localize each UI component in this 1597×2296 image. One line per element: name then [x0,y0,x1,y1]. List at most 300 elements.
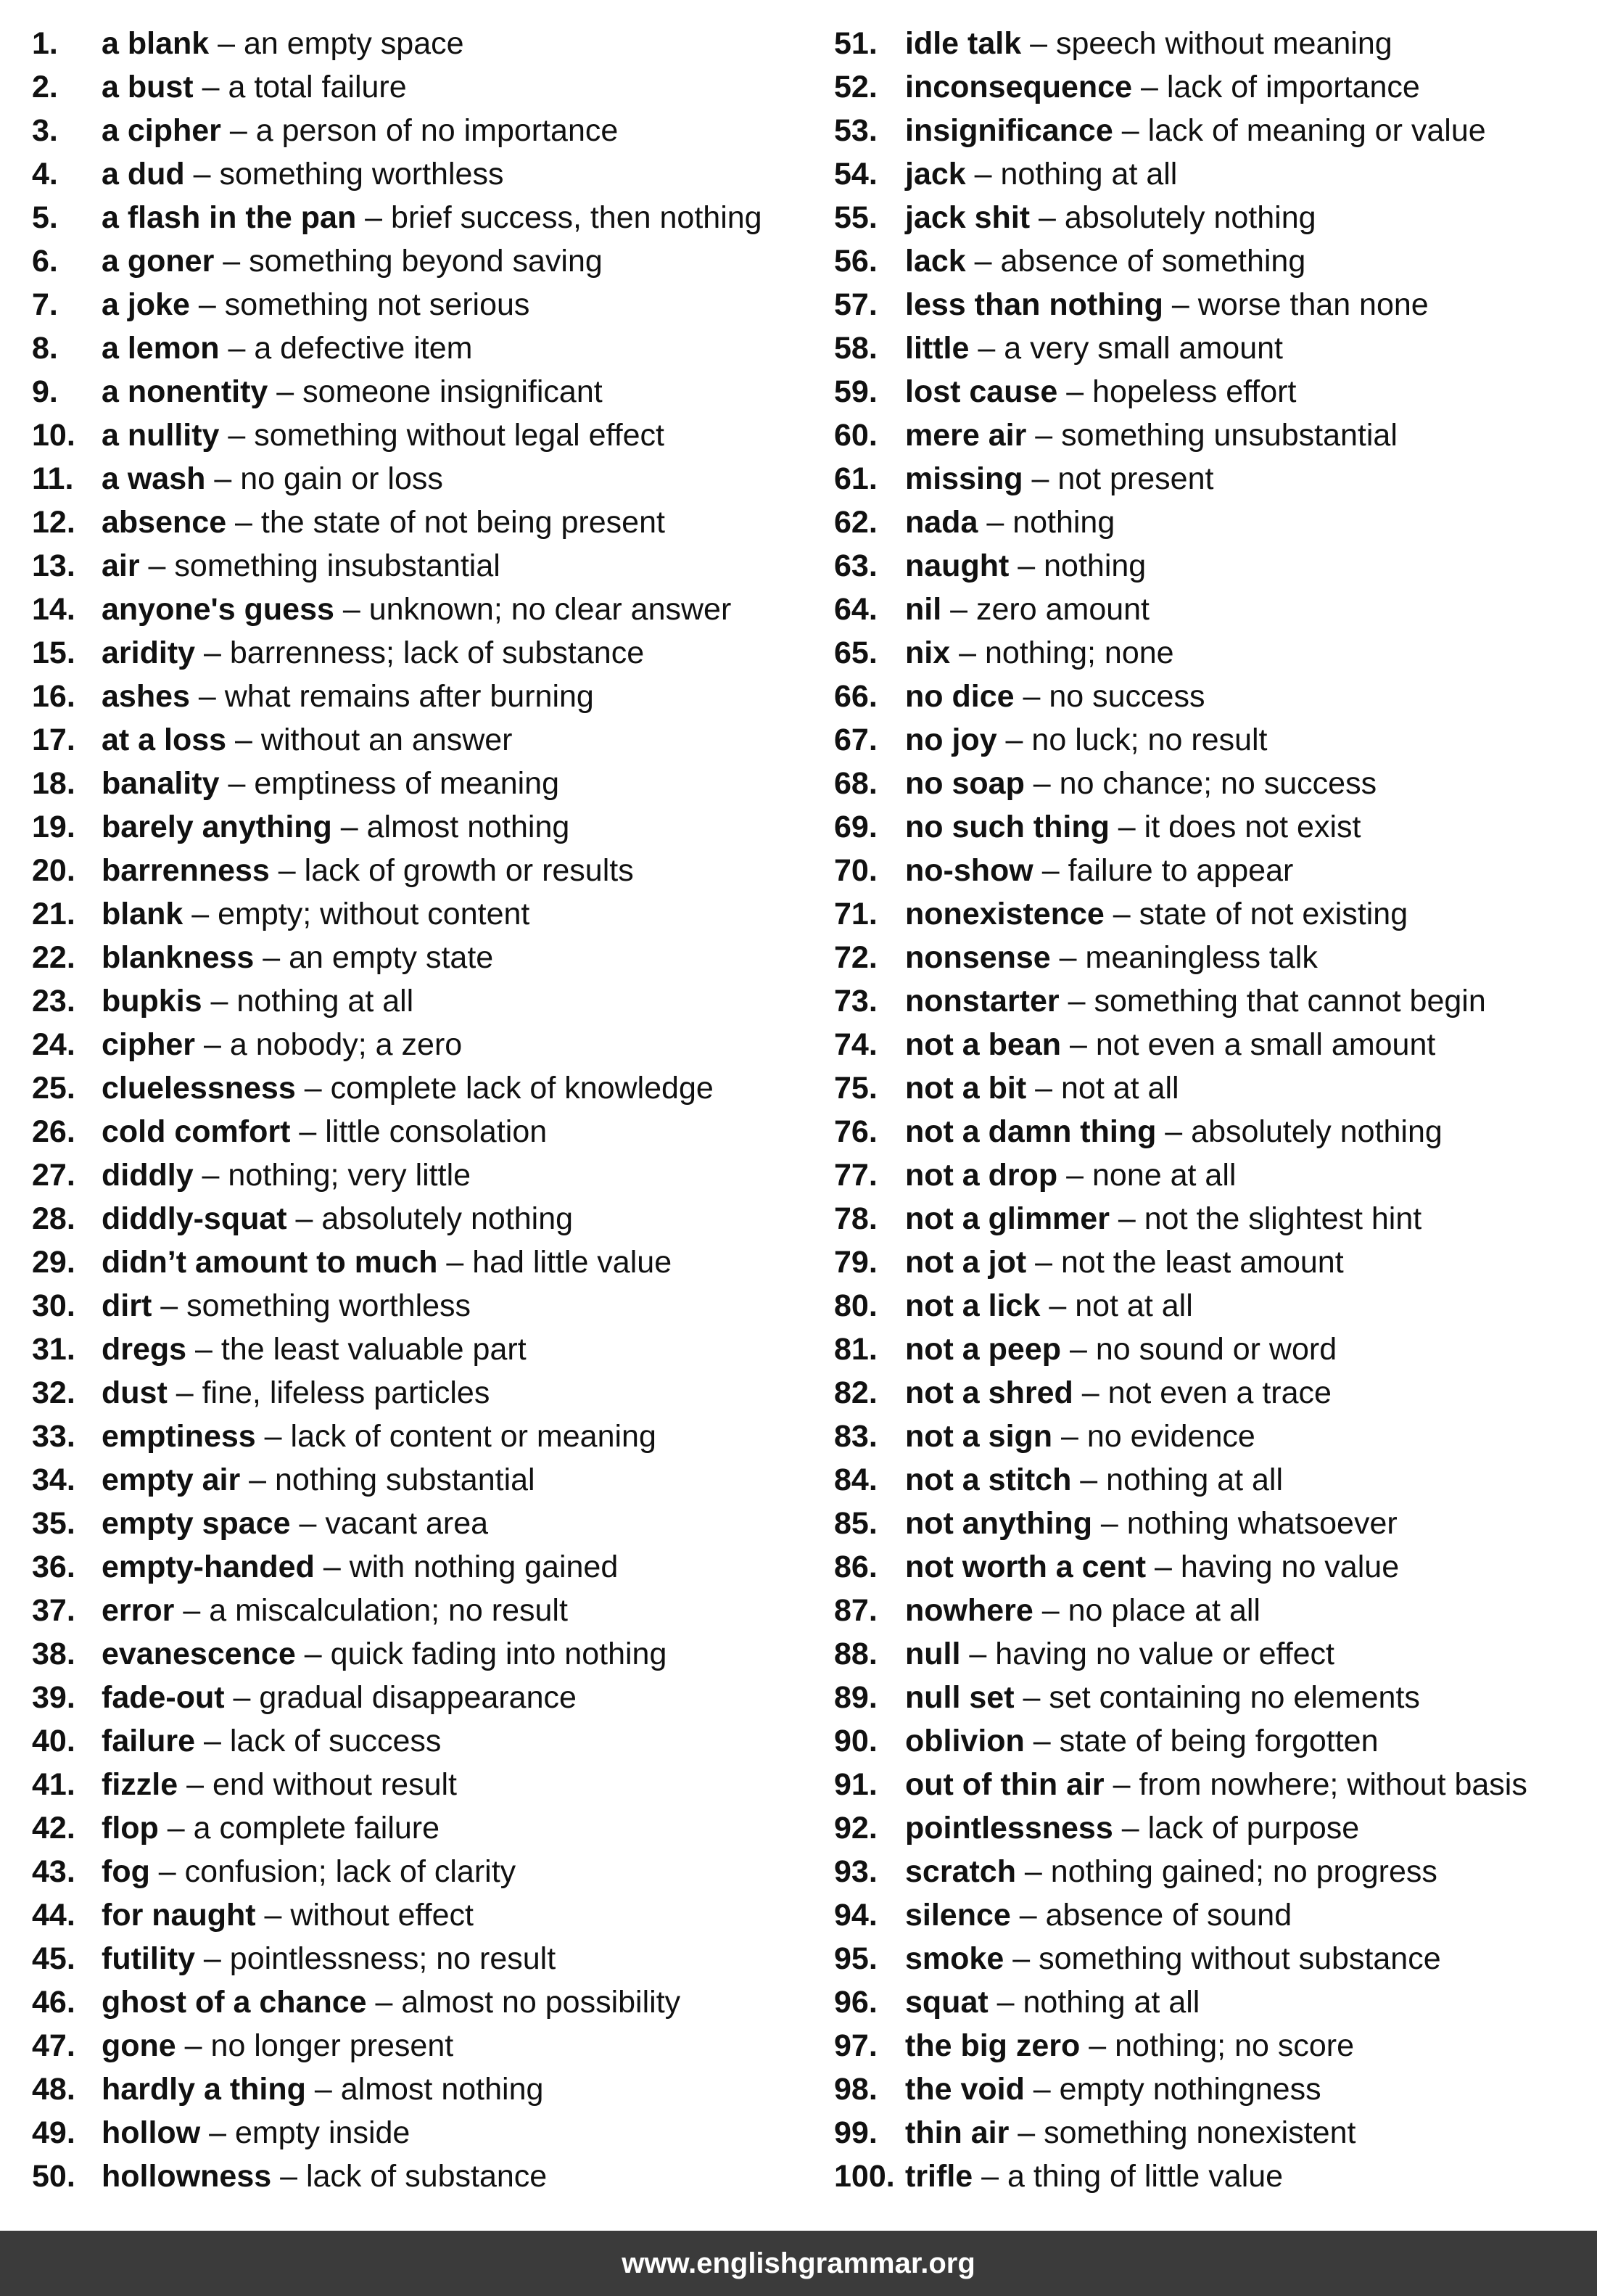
item-definition: a defective item [254,331,473,366]
item-definition: without effect [290,1898,474,1933]
item-definition: unknown; no clear answer [368,592,732,627]
item-number: 68. [834,766,878,801]
item-text [905,1502,1398,1545]
item-definition: lack of purpose [1147,1811,1360,1846]
item-text [905,1066,1179,1110]
item-text [102,849,634,892]
list-item [32,22,822,65]
list-item [834,239,1597,283]
right-column [834,22,1597,2198]
list-item [32,326,822,370]
item-definition: had little value [472,1245,672,1280]
item-text [905,1153,1236,1197]
item-number: 46. [32,1985,75,2020]
item-term: null set [905,1680,1015,1715]
dash-separator: – [255,1419,291,1454]
dash-separator: – [1015,1854,1051,1889]
item-text [905,1806,1359,1850]
item-number: 88. [834,1637,878,1671]
list-item [32,1763,822,1806]
item-text [905,1980,1200,2024]
item-term: error [102,1593,175,1628]
item-number: 93. [834,1854,878,1889]
item-term: nonsense [905,940,1051,975]
item-number: 14. [32,592,75,627]
item-definition: lack of importance [1166,70,1420,104]
dash-separator: – [1080,2028,1115,2063]
item-number: 4. [32,157,58,192]
list-item [32,1980,822,2024]
item-text [102,1328,527,1371]
dash-separator: – [286,1201,322,1236]
item-number: 63. [834,548,878,583]
list-item [32,109,822,152]
footer-bar [0,2231,1597,2296]
item-definition: nothing [1012,505,1115,540]
list-item [834,1502,1597,1545]
item-term: a nullity [102,418,220,453]
list-item [834,544,1597,588]
item-term: no-show [905,853,1033,888]
item-number: 3. [32,113,58,148]
item-text [905,1415,1255,1458]
item-term: air [102,548,140,583]
item-number: 94. [834,1898,878,1933]
item-number: 19. [32,810,75,844]
item-definition: no place at all [1068,1593,1260,1628]
item-definition: set containing no elements [1049,1680,1420,1715]
item-number: 24. [32,1027,75,1062]
item-number: 91. [834,1767,878,1802]
item-term: cold comfort [102,1114,291,1149]
item-definition: barrenness; lack of substance [229,635,645,670]
item-text [905,65,1420,109]
item-text [102,979,413,1023]
item-text [905,196,1316,239]
list-item [834,805,1597,849]
dash-separator: – [224,1680,260,1715]
dash-separator: – [314,1550,350,1584]
item-term: diddly-squat [102,1201,287,1236]
item-definition: a miscalculation; no result [209,1593,568,1628]
dash-separator: – [186,1332,221,1367]
item-number: 23. [32,984,75,1019]
item-term: didn’t amount to much [102,1245,438,1280]
dash-separator: – [1092,1506,1127,1541]
list-item [834,1545,1597,1589]
item-definition: something nonexistent [1044,2115,1356,2150]
list-item [834,979,1597,1023]
list-item [32,283,822,326]
dash-separator: – [941,592,976,627]
item-term: inconsequence [905,70,1133,104]
item-number: 43. [32,1854,75,1889]
item-definition: lack of content or meaning [290,1419,656,1454]
item-definition: a total failure [228,70,407,104]
list-item [834,1589,1597,1632]
item-term: futility [102,1941,195,1976]
item-number: 70. [834,853,878,888]
item-term: not a jot [905,1245,1027,1280]
item-number: 17. [32,723,75,757]
list-item [834,936,1597,979]
item-term: fog [102,1854,150,1889]
item-term: jack [905,157,966,192]
item-term: evanescence [102,1637,296,1671]
dash-separator: – [366,1985,402,2020]
item-text [905,588,1150,631]
item-definition: a nobody; a zero [229,1027,463,1062]
item-term: nonstarter [905,984,1060,1019]
item-text [102,631,644,675]
dash-separator: – [152,1288,187,1323]
item-number: 86. [834,1550,878,1584]
item-text [905,239,1305,283]
list-item [834,196,1597,239]
item-definition: quick fading into nothing [330,1637,667,1671]
item-text [905,1719,1379,1763]
item-term: scratch [905,1854,1016,1889]
item-definition: failure to appear [1068,853,1294,888]
item-term: a goner [102,244,215,279]
list-item [32,1415,822,1458]
dash-separator: – [996,723,1032,757]
dash-separator: – [193,70,228,104]
item-term: at a loss [102,723,227,757]
item-number: 89. [834,1680,878,1715]
item-definition: a complete failure [193,1811,440,1846]
item-text [905,1676,1420,1719]
dash-separator: – [1033,853,1068,888]
item-definition: almost no possibility [401,1985,681,2020]
item-term: a wash [102,461,206,496]
item-number: 71. [834,897,878,931]
item-number: 98. [834,2072,878,2107]
item-number: 54. [834,157,878,192]
item-number: 50. [32,2159,75,2194]
item-number: 26. [32,1114,75,1149]
item-text [102,1763,457,1806]
item-text [102,1502,488,1545]
item-number: 64. [834,592,878,627]
item-term: dust [102,1375,168,1410]
list-item [32,1545,822,1589]
dash-separator: – [1073,1375,1108,1410]
list-item [834,1763,1597,1806]
item-definition: gradual disappearance [259,1680,577,1715]
item-definition: lack of success [229,1724,442,1758]
item-definition: it does not exist [1144,810,1361,844]
item-definition: meaningless talk [1085,940,1318,975]
dash-separator: – [1010,1898,1046,1933]
item-text [905,805,1361,849]
item-term: no such thing [905,810,1110,844]
list-item [32,1284,822,1328]
item-term: empty-handed [102,1550,315,1584]
item-term: bupkis [102,984,202,1019]
list-item [32,1632,822,1676]
list-item [32,1937,822,1980]
item-term: flop [102,1811,159,1846]
item-text [905,2155,1283,2198]
list-item [834,283,1597,326]
item-number: 97. [834,2028,878,2063]
list-item [32,1153,822,1197]
item-number: 92. [834,1811,878,1846]
dash-separator: – [1026,1245,1062,1280]
list-item [32,1893,822,1937]
item-number: 58. [834,331,878,366]
list-item [834,1806,1597,1850]
item-text [102,457,443,501]
dash-separator: – [1033,1593,1068,1628]
item-number: 60. [834,418,878,453]
item-number: 87. [834,1593,878,1628]
dash-separator: – [195,1724,230,1758]
item-text [102,370,603,413]
item-term: silence [905,1898,1011,1933]
list-item [834,1371,1597,1415]
item-term: a bust [102,70,194,104]
item-text [905,544,1146,588]
list-item [32,1589,822,1632]
item-definition: no sound or word [1095,1332,1337,1367]
dash-separator: – [200,2115,235,2150]
item-text [905,326,1283,370]
dash-separator: – [1024,1724,1060,1758]
item-term: not anything [905,1506,1092,1541]
item-definition: no gain or loss [240,461,443,496]
list-item [32,370,822,413]
dash-separator: – [960,1637,996,1671]
item-number: 49. [32,2115,75,2150]
item-definition: not present [1057,461,1214,496]
item-text [905,936,1318,979]
dash-separator: – [1132,70,1167,104]
item-number: 53. [834,113,878,148]
item-definition: absolutely nothing [1064,200,1316,235]
item-number: 80. [834,1288,878,1323]
item-number: 96. [834,1985,878,2020]
item-text [905,849,1293,892]
list-item [834,326,1597,370]
item-number: 52. [834,70,878,104]
item-text [905,457,1213,501]
item-term: fade-out [102,1680,225,1715]
dash-separator: – [969,331,1004,366]
list-item [834,1719,1597,1763]
dash-separator: – [226,723,261,757]
item-text [102,413,664,457]
item-text [102,1284,471,1328]
item-text [102,239,603,283]
list-item [834,2067,1597,2111]
dash-separator: – [193,1158,228,1193]
item-number: 75. [834,1071,878,1106]
item-term: no joy [905,723,997,757]
item-term: for naught [102,1898,256,1933]
item-term: not a lick [905,1288,1041,1323]
item-text [102,936,493,979]
item-text [102,2111,410,2155]
item-definition: empty nothingness [1059,2072,1321,2107]
dash-separator: – [240,1462,276,1497]
item-text [905,762,1377,805]
item-term: hollowness [102,2159,272,2194]
list-item [834,1676,1597,1719]
item-number: 10. [32,418,75,453]
list-item [834,588,1597,631]
dash-separator: – [178,1767,212,1802]
dash-separator: – [184,157,220,192]
list-item [32,936,822,979]
item-text [102,1371,490,1415]
item-term: smoke [905,1941,1004,1976]
item-definition: something beyond saving [249,244,603,279]
list-item [834,718,1597,762]
item-text [102,1980,680,2024]
item-text [905,631,1174,675]
list-item [834,1197,1597,1240]
item-text [905,152,1177,196]
item-number: 8. [32,331,58,366]
item-term: emptiness [102,1419,256,1454]
item-term: the big zero [905,2028,1081,2063]
dash-separator: – [1146,1550,1181,1584]
list-item [834,413,1597,457]
item-term: not worth a cent [905,1550,1147,1584]
item-definition: no luck; no result [1031,723,1268,757]
item-number: 85. [834,1506,878,1541]
item-definition: no success [1049,679,1205,714]
item-term: cluelessness [102,1071,296,1106]
item-number: 38. [32,1637,75,1671]
item-definition: something without legal effect [254,418,664,453]
item-text [102,2024,453,2067]
dash-separator: – [1104,1767,1139,1802]
dash-separator: – [1109,1201,1144,1236]
item-number: 27. [32,1158,75,1193]
item-text [905,2067,1321,2111]
item-text [102,1893,474,1937]
word-list [0,22,1597,2195]
item-term: out of thin air [905,1767,1105,1802]
item-number: 84. [834,1462,878,1497]
item-text [905,109,1486,152]
item-number: 79. [834,1245,878,1280]
item-definition: something worthless [186,1288,471,1323]
item-text [905,22,1392,65]
list-item [32,1676,822,1719]
dash-separator: – [158,1811,194,1846]
item-definition: someone insignificant [302,374,603,409]
item-text [905,718,1267,762]
item-term: a cipher [102,113,221,148]
dash-separator: – [437,1245,473,1280]
item-definition: brief success, then nothing [391,200,762,235]
dash-separator: – [965,157,1001,192]
dash-separator: – [226,505,261,540]
list-item [834,1284,1597,1328]
item-term: not a bean [905,1027,1062,1062]
item-text [102,805,569,849]
list-item [834,1023,1597,1066]
left-column [32,22,822,2198]
item-definition: a person of no importance [255,113,619,148]
item-term: no soap [905,766,1025,801]
dash-separator: – [149,1854,185,1889]
list-item [834,1893,1597,1937]
item-number: 74. [834,1027,878,1062]
item-text [905,1328,1337,1371]
dash-separator: – [209,26,244,61]
item-number: 78. [834,1201,878,1236]
list-item [834,1240,1597,1284]
item-definition: worse than none [1197,287,1429,322]
item-term: the void [905,2072,1025,2107]
item-term: anyone's guess [102,592,334,627]
item-text [905,370,1296,413]
item-term: a nonentity [102,374,268,409]
item-term: barrenness [102,853,270,888]
list-item [32,65,822,109]
list-item [834,2155,1597,2198]
item-definition: nothing whatsoever [1126,1506,1398,1541]
dash-separator: – [305,2072,341,2107]
list-item [834,109,1597,152]
item-definition: little consolation [325,1114,548,1149]
item-term: lack [905,244,966,279]
dash-separator: – [1104,897,1139,931]
item-number: 32. [32,1375,75,1410]
item-text [905,1545,1399,1589]
item-term: dirt [102,1288,152,1323]
item-term: nowhere [905,1593,1033,1628]
list-item [32,2024,822,2067]
item-number: 73. [834,984,878,1019]
item-definition: nothing at all [1023,1985,1200,2020]
item-text [905,501,1115,544]
item-term: squat [905,1985,989,2020]
dash-separator: – [195,1027,230,1062]
item-definition: state of not existing [1139,897,1408,931]
item-text [905,2111,1355,2155]
item-definition: almost nothing [366,810,570,844]
list-item [32,196,822,239]
item-definition: confusion; lack of clarity [184,1854,516,1889]
item-definition: a thing of little value [1007,2159,1284,2194]
item-text [905,1589,1260,1632]
item-text [102,326,472,370]
item-text [102,1937,556,1980]
item-number: 69. [834,810,878,844]
item-number: 18. [32,766,75,801]
list-item [834,152,1597,196]
item-text [102,718,513,762]
item-definition: with nothing gained [349,1550,619,1584]
item-text [102,1415,656,1458]
item-number: 1. [32,26,58,61]
dash-separator: – [176,2028,211,2063]
item-text [102,196,762,239]
list-item [32,849,822,892]
item-text [102,22,464,65]
item-term: ashes [102,679,190,714]
dash-separator: – [331,810,367,844]
list-item [32,2111,822,2155]
item-number: 25. [32,1071,75,1106]
list-item [32,892,822,936]
